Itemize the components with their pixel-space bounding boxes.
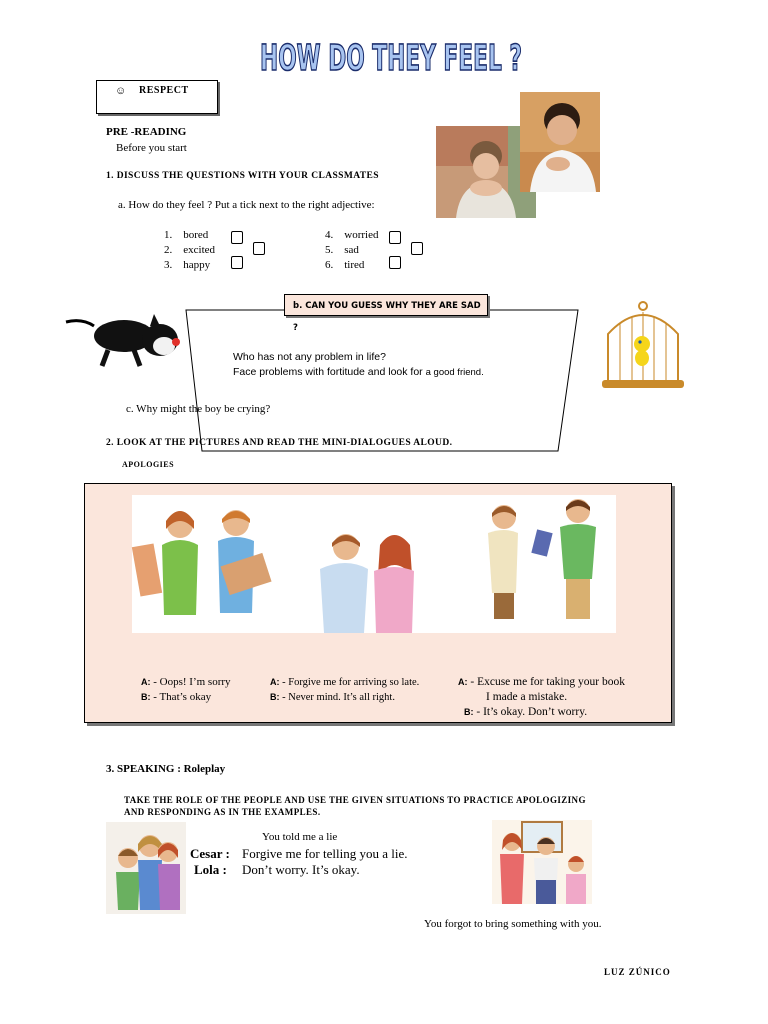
apologies-heading: APOLOGIES	[122, 460, 175, 469]
dialogue-1	[141, 675, 231, 705]
question-c: c. Why might the boy be crying?	[126, 403, 271, 415]
speaker-2: Lola :	[194, 862, 227, 877]
title-wordart	[258, 22, 528, 82]
dialogue-1-a: A: - Oops! I’m sorry	[141, 676, 231, 688]
pre-reading-sub: Before you start	[116, 142, 187, 154]
section1-heading: 1. DISCUSS THE QUESTIONS WITH YOUR CLASSMATES	[106, 171, 379, 181]
checkbox-sad[interactable]	[411, 242, 423, 255]
dialogue-3-b: B: - It’s okay. Don’t worry.	[464, 706, 588, 718]
dialogue-3-a: A: - Excuse me for taking your book	[458, 676, 625, 688]
adjective-item: 5. sad	[325, 244, 359, 256]
checkbox-tired[interactable]	[389, 256, 401, 269]
dialogue-2-b: B: - Never mind. It’s all right.	[270, 692, 395, 703]
checkbox-bored[interactable]	[231, 231, 243, 244]
smiley-icon: ☺	[115, 85, 127, 97]
checkbox-worried[interactable]	[389, 231, 401, 244]
question-b-label: b. CAN YOU GUESS WHY THEY ARE SAD ?	[284, 294, 488, 316]
situation-2: You forgot to bring something with you.	[424, 918, 602, 930]
adjective-item: 2. excited	[164, 244, 216, 256]
checkbox-happy[interactable]	[231, 256, 243, 269]
adjective-item: 6. tired	[325, 259, 365, 271]
apologies-scenes	[132, 495, 616, 633]
question-a: a. How do they feel ? Put a tick next to the right adjective:	[118, 199, 375, 211]
instruction-line-1: TAKE THE ROLE OF THE PEOPLE AND USE THE GIVEN SITUATIONS TO PRACTICE APOLOGIZING	[124, 795, 586, 805]
speech-line-2: Face problems with fortitude and look for a good friend.	[233, 366, 484, 378]
speech-line-1: Who has not any problem in life?	[233, 351, 386, 363]
checkbox-excited[interactable]	[253, 242, 265, 255]
adjective-item: 3. happy	[164, 259, 211, 271]
roleplay-line-2: Don’t worry. It’s okay.	[242, 862, 360, 877]
section2-heading: 2. LOOK AT THE PICTURES AND READ THE MINI-DIALOGUES ALOUD.	[106, 438, 453, 448]
dialogue-2-a: A: - Forgive me for arriving so late.	[270, 677, 420, 688]
speech-frame	[180, 308, 580, 453]
dialogue-3	[458, 675, 625, 720]
value-label: RESPECT	[139, 85, 189, 96]
roleplay-line-1: Forgive me for telling you a lie.	[242, 846, 408, 861]
adjective-list-right	[325, 228, 378, 273]
scene-1	[132, 510, 272, 615]
pre-reading-heading: PRE -READING	[106, 126, 187, 138]
adjective-item: 4. worried	[325, 229, 379, 241]
instruction-line-2: AND RESPONDING AS IN THE EXAMPLES.	[124, 807, 321, 817]
birdcage-illustration	[600, 300, 686, 392]
cat-illustration	[64, 308, 188, 370]
value-box	[96, 80, 218, 114]
scene-2	[320, 534, 414, 633]
dialogue-3-a-extra: I made a mistake.	[486, 691, 568, 703]
author-footer: LUZ ZÚNICO	[604, 967, 671, 977]
page-title	[258, 22, 528, 82]
adjective-list-left	[164, 228, 215, 273]
dialogue-1-b: B: - That’s okay	[141, 691, 212, 703]
section3-heading: 3. SPEAKING : Roleplay	[106, 763, 226, 775]
speaker-1: Cesar :	[190, 846, 230, 861]
family-illustration	[106, 822, 186, 914]
dialogue-2	[270, 675, 419, 705]
scene-3	[488, 499, 596, 619]
situation-1: You told me a lie	[262, 831, 338, 843]
title-text: HOW DO THEY FEEL ?	[260, 38, 522, 79]
crying-boy-photo	[520, 92, 600, 192]
household-illustration	[492, 820, 592, 904]
adjective-item: 1. bored	[164, 229, 209, 241]
